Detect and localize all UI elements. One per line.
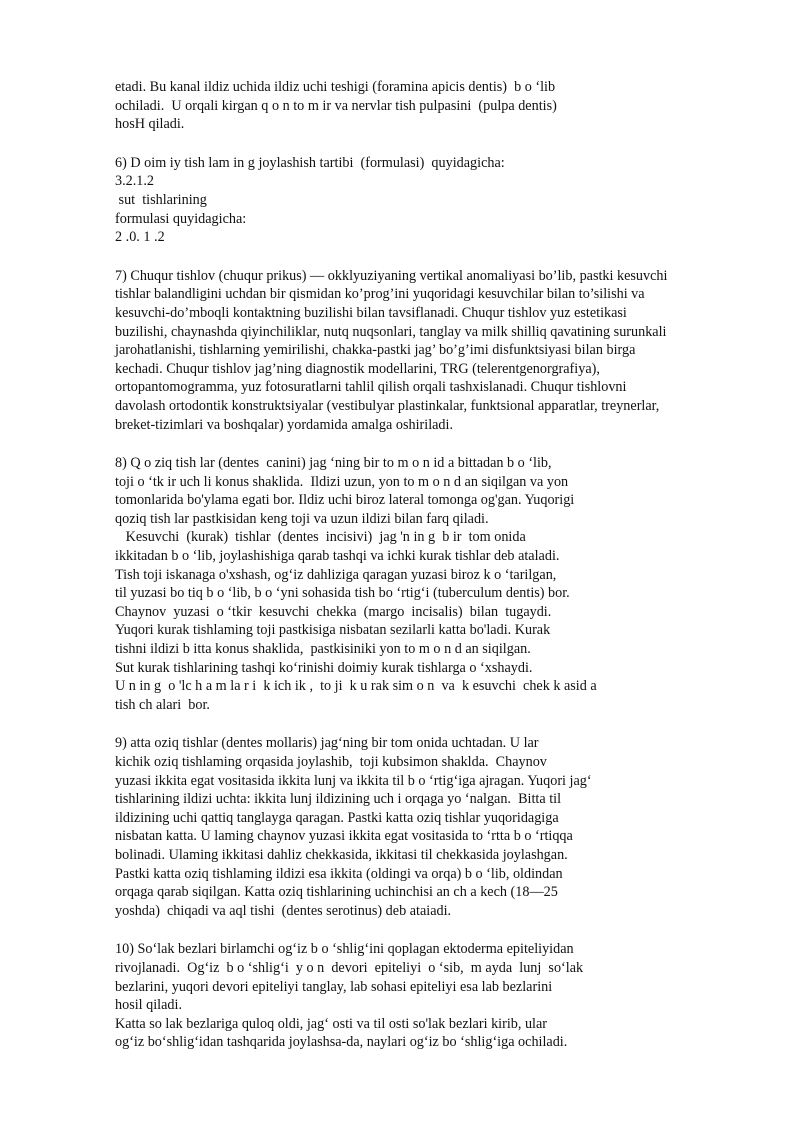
text-line: 6) D oim iy tish lam in g joylashish tartibi (formulasi) quyidagicha: bbox=[115, 154, 505, 171]
text-line: 10) So‘lak bezlari birlamchi og‘iz b o ‘shlig‘ini qoplagan ektoderma epiteliyidan bbox=[115, 941, 574, 958]
paragraph-6-tooth-formula bbox=[115, 154, 760, 247]
text-line: tishlarining ildizi uchta: ikkita lunj ildizining uch i orqaga yo ‘nalgan. Bitta til bbox=[115, 791, 562, 808]
text-line: tomonlarida bo'ylama egati bor. Ildiz uchi biroz lateral tomonga og'gan. Yuqorigi bbox=[115, 492, 575, 509]
text-line: Kesuvchi (kurak) tishlar (dentes incisivi) jag 'n in g b ir tom onida bbox=[115, 529, 526, 546]
text-line: Tish toji iskanaga o'xshash, og‘iz dahliziga qaragan yuzasi biroz k o ‘tarilgan, bbox=[115, 566, 557, 583]
text-line: hosil qiladi. bbox=[115, 997, 182, 1014]
text-line: 2 .0. 1 .2 bbox=[115, 229, 165, 246]
text-line: kechadi. Chuqur tishlov jag’ning diagnostik modellarini, TRG (telerentgenorgrafiya), bbox=[115, 360, 600, 377]
text-line: Sut kurak tishlarining tashqi ko‘rinishi doimiy kurak tishlarga o ‘xshaydi. bbox=[115, 659, 533, 676]
text-line: qoziq tish lar pastkisidan keng toji va uzun ildizi bilan farq qiladi. bbox=[115, 510, 489, 527]
text-line: nisbatan katta. U laming chaynov yuzasi ikkita egat vositasida to ‘rtta b o ‘rtiqqa bbox=[115, 828, 573, 845]
text-line: hosH qiladi. bbox=[115, 116, 185, 133]
text-line: kesuvchi-do’mboqli kontaktning buzilishi bilan tavsiflanadi. Chuqur tishlov yuz estetikasi bbox=[115, 304, 627, 321]
text-line: Yuqori kurak tishlaming toji pastkisiga nisbatan sezilarli katta bo'ladi. Kurak bbox=[115, 622, 551, 639]
text-line: 8) Q o ziq tish lar (dentes canini) jag ‘ning bir to m o n id a bittadan b o ‘lib, bbox=[115, 455, 552, 472]
text-line: Katta so lak bezlariga quloq oldi, jag‘ osti va til osti so'lak bezlari kirib, ular bbox=[115, 1015, 548, 1032]
text-line: ortopantomogramma, yuz fotosuratlarni tahlil qilish orqali tashxislanadi. Chuqur tishlovni bbox=[115, 379, 627, 396]
text-line: buzilishi, chaynashda qiyinchiliklar, nutq nuqsonlari, tanglay va milk shilliq qavatining surunkali bbox=[115, 323, 667, 340]
text-line: formulasi quyidagicha: bbox=[115, 210, 247, 227]
text-line: kichik oziq tishlaming orqasida joylashib, toji kubsimon shaklda. Chaynov bbox=[115, 754, 547, 770]
text-line: Pastki katta oziq tishlaming ildizi esa ikkita (oldingi va orqa) b o ‘lib, oldindan bbox=[115, 865, 563, 882]
text-line: tish ch alari bor. bbox=[115, 696, 210, 713]
text-line: og‘iz bo‘shlig‘idan tashqarida joylashsa-da, naylari og‘iz bo ‘shlig‘iga ochiladi. bbox=[115, 1034, 568, 1051]
paragraph-8-canines-incisors bbox=[115, 454, 760, 714]
paragraph-10-salivary-glands bbox=[115, 940, 760, 1052]
paragraph-canal-ending bbox=[115, 78, 760, 134]
text-line: 7) Chuqur tishlov (chuqur prikus) — okklyuziyaning vertikal anomaliyasi bo’lib, pastki kesuvchi bbox=[115, 267, 668, 284]
text-line: sut tishlarining bbox=[115, 191, 207, 208]
paragraph-7-deep-bite bbox=[115, 267, 760, 434]
text-line: ikkitadan b o ‘lib, joylashishiga qarab tashqi va ichki kurak tishlar deb ataladi. bbox=[115, 548, 560, 565]
text-line: tishlar balandligini uchdan bir qismidan ko’prog’ini yuqoridagi kesuvchilar bilan to’silishi va bbox=[115, 286, 645, 303]
text-line: ochiladi. U orqali kirgan q o n to m ir va nervlar tish pulpasini (pulpa dentis) bbox=[115, 97, 557, 114]
text-line: davolash ortodontik konstruktsiyalar (vestibulyar plastinkalar, funktsional apparatlar, treynerlar, bbox=[115, 397, 660, 414]
text-line: toji o ‘tk ir uch li konus shaklida. Ildizi uzun, yon to m o n d an siqilgan va yon bbox=[115, 473, 569, 490]
text-line: breket-tizimlari va boshqalar) yordamida amalga oshiriladi. bbox=[115, 416, 454, 433]
text-line: yuzasi ikkita egat vositasida ikkita lunj va ikkita til b o ‘rtig‘iga ajragan. Yuqori jag‘ bbox=[115, 772, 592, 789]
text-line: Chaynov yuzasi o ‘tkir kesuvchi chekka (margo incisalis) bilan tugaydi. bbox=[115, 603, 552, 620]
paragraph-9-molars bbox=[115, 734, 760, 920]
text-line: U n in g o 'lc h a m la r i k ich ik , to ji k u rak sim o n va k esuvchi chek k asid a bbox=[115, 678, 597, 695]
text-line: rivojlanadi. Og‘iz b o ‘shlig‘i y o n devori epiteliyi o ‘sib, m ayda lunj so‘lak bbox=[115, 959, 584, 976]
text-line: ildizining uchi qattiq tanglayga qaragan. Pastki katta oziq tishlar yuqoridagiga bbox=[115, 809, 559, 826]
text-line: tishni ildizi b itta konus shaklida, pastkisiniki yon to m o n d an siqilgan. bbox=[115, 641, 531, 658]
text-line: jarohatlanishi, tishlarning yemirilishi, chakka-pastki jag’ bo’g’imi disfunktsiyasi bilan birga bbox=[115, 342, 636, 359]
text-line: yoshda) chiqadi va aql tishi (dentes serotinus) deb ataiadi. bbox=[115, 902, 452, 919]
text-line: 9) atta oziq tishlar (dentes mollaris) jag‘ning bir tom onida uchtadan. U lar bbox=[115, 735, 539, 752]
text-line: etadi. Bu kanal ildiz uchida ildiz uchi teshigi (foramina apicis dentis) b o ‘lib bbox=[115, 79, 556, 95]
text-line: til yuzasi bo tiq b o ‘lib, b o ‘yni sohasida tish bo ‘rtig‘i (tuberculum dentis) bor. bbox=[115, 585, 570, 602]
text-line: orqaga qarab siqilgan. Katta oziq tishlarining uchinchisi an ch a kech (18—25 bbox=[115, 884, 558, 901]
text-line: bolinadi. Ulaming ikkitasi dahliz chekkasida, ikkitasi til chekkasida joylashgan. bbox=[115, 846, 568, 863]
text-line: bezlarini, yuqori devori epiteliyi tanglay, lab sohasi epiteliyi esa lab bezlarini bbox=[115, 978, 553, 995]
text-line: 3.2.1.2 bbox=[115, 173, 155, 190]
